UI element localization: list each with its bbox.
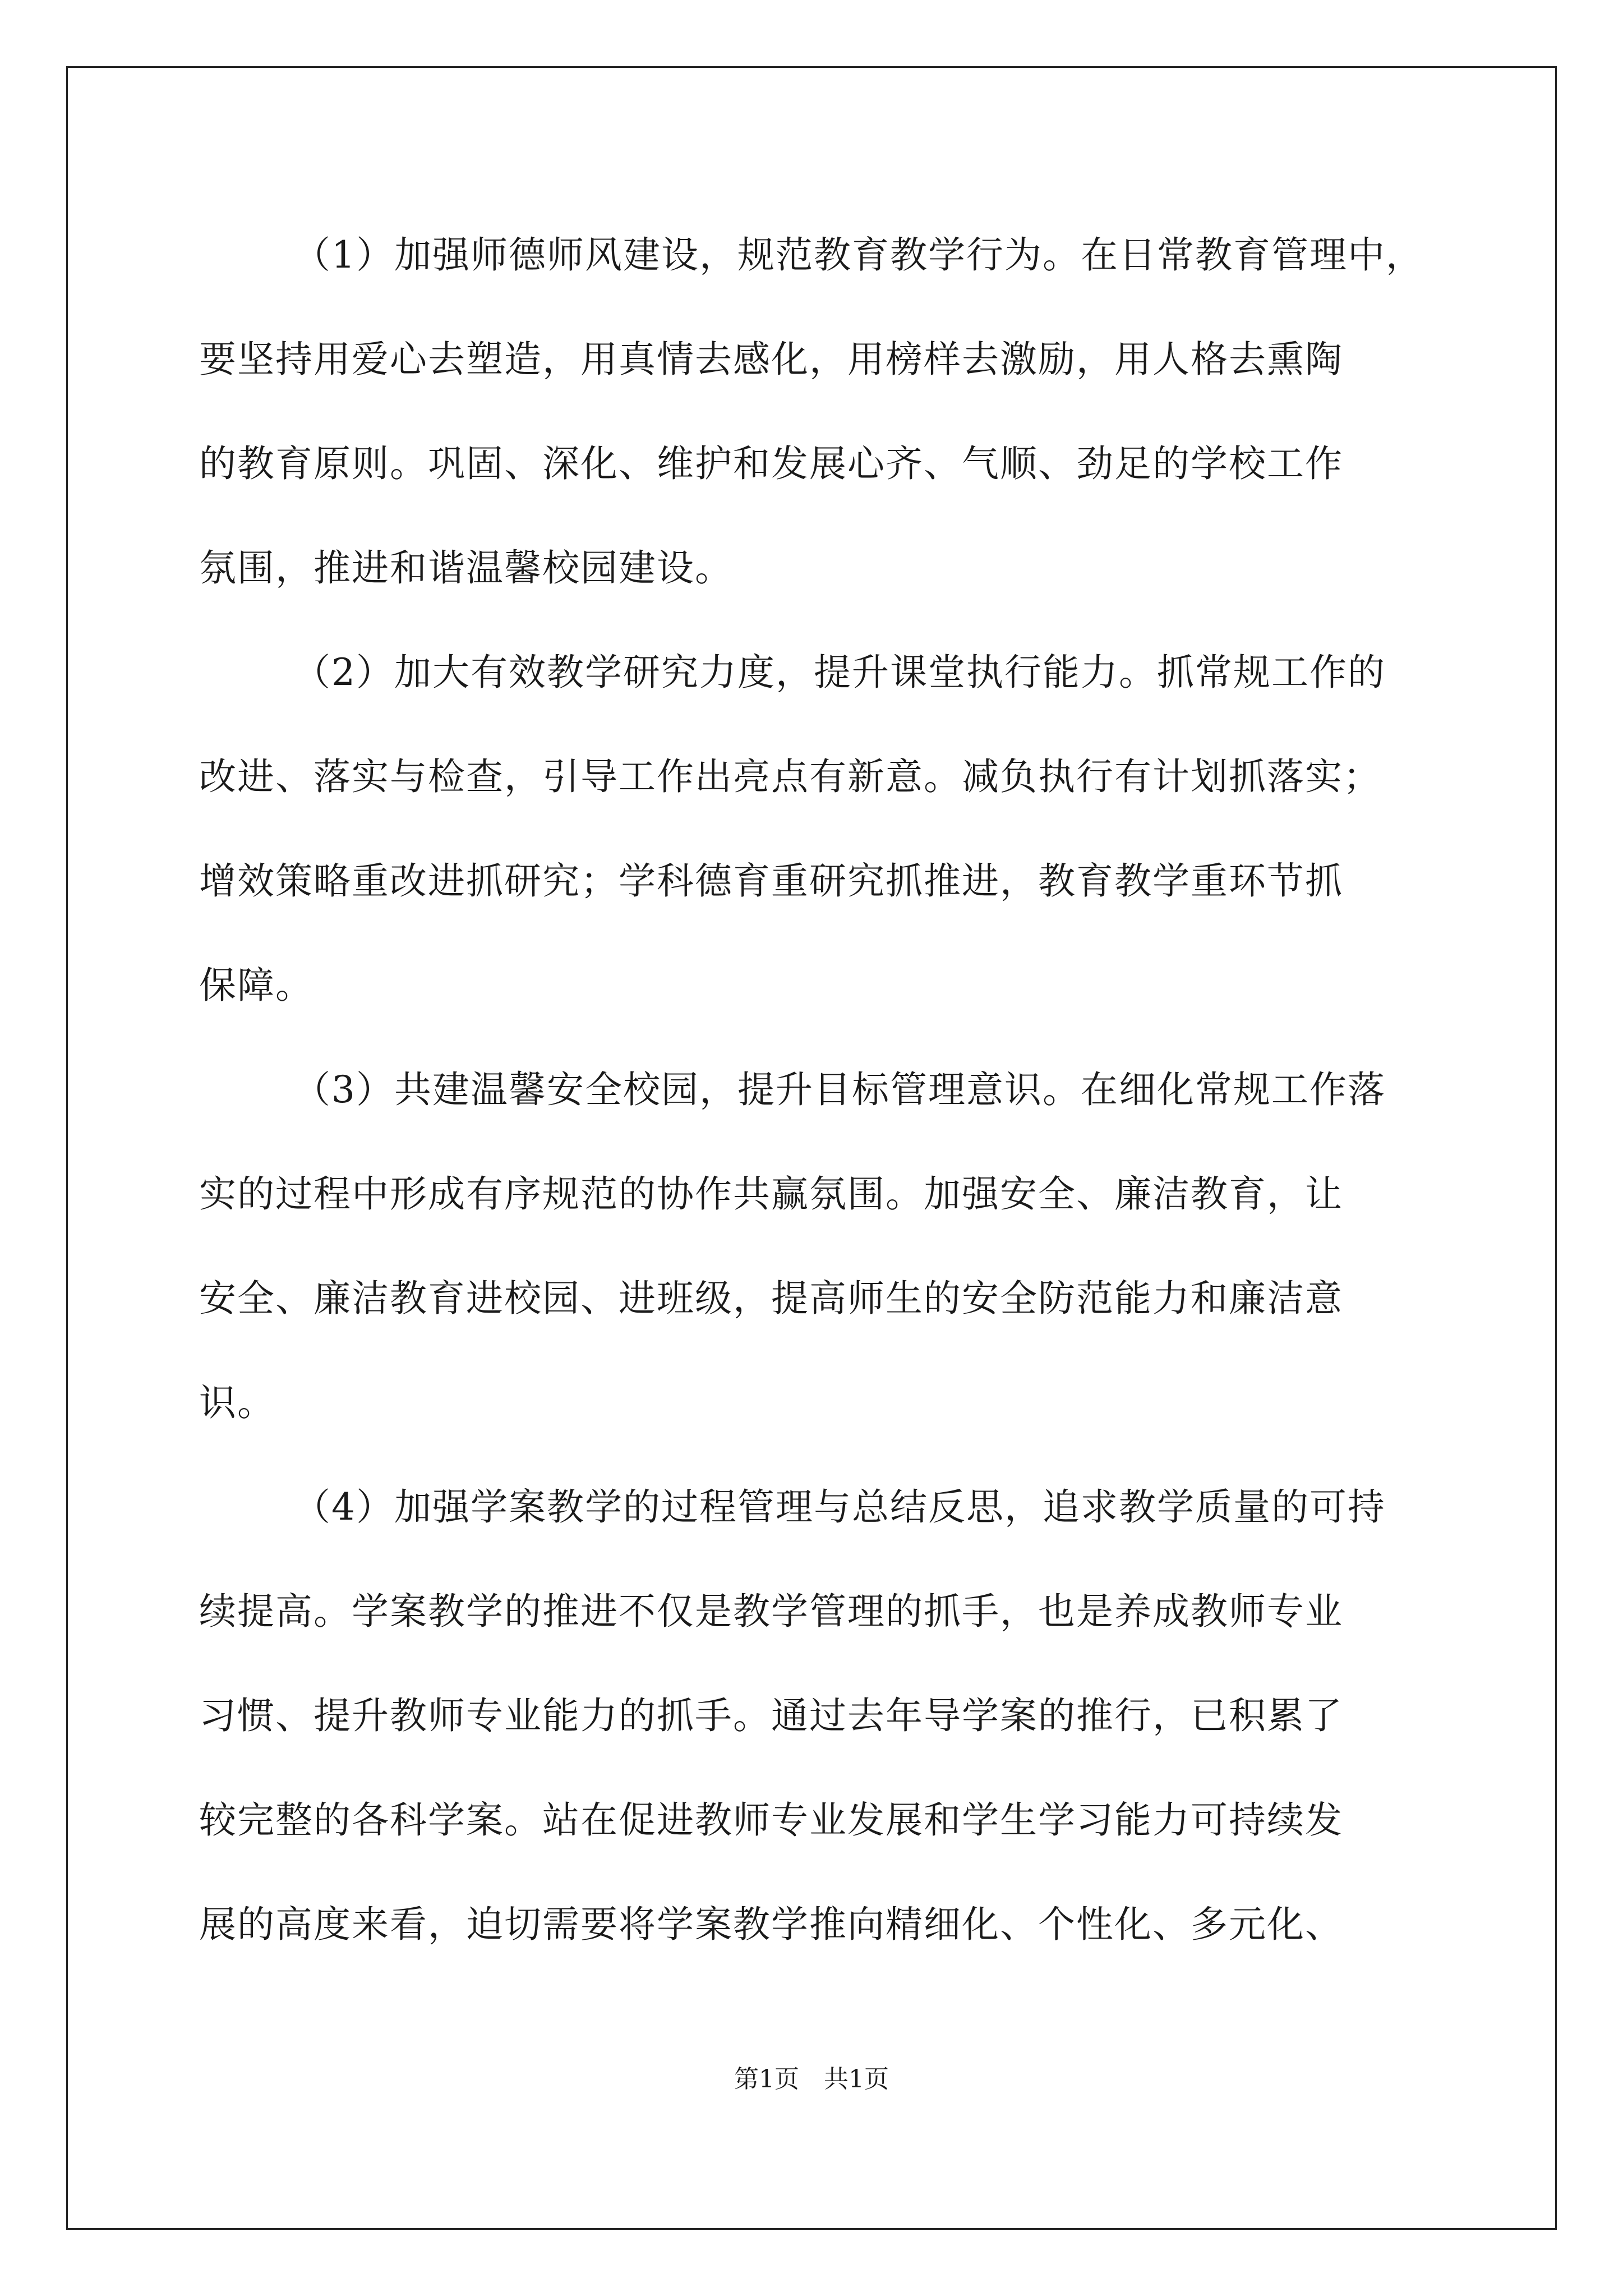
paragraph-4-line-5: 展的高度来看，迫切需要将学案教学推向精细化、个性化、多元化、 <box>199 1903 1343 1946</box>
paragraph-2-line-3: 增效策略重改进抓研究；学科德育重研究抓推进，教育教学重环节抓 <box>199 859 1343 903</box>
page-number-footer: 第1页 共1页 <box>734 2065 889 2093</box>
paragraph-3-line-2: 实的过程中形成有序规范的协作共赢氛围。加强安全、廉洁教育，让 <box>199 1172 1343 1216</box>
paragraph-2-line-2: 改进、落实与检查，引导工作出亮点有新意。减负执行有计划抓落实； <box>199 755 1381 798</box>
paragraph-1-line-1: （1）加强师德师风建设，规范教育教学行为。在日常教育管理中， <box>293 233 1424 277</box>
paragraph-3-line-4: 识。 <box>199 1381 275 1424</box>
paragraph-1-line-3: 的教育原则。巩固、深化、维护和发展心齐、气顺、劲足的学校工作 <box>199 442 1343 485</box>
document-body <box>199 203 1467 1977</box>
paragraph-4-line-2: 续提高。学案教学的推进不仅是教学管理的抓手，也是养成教师专业 <box>199 1590 1343 1633</box>
paragraph-4-line-1: （4）加强学案教学的过程管理与总结反思，追求教学质量的可持 <box>293 1485 1386 1529</box>
paragraph-1-line-4: 氛围，推进和谐温馨校园建设。 <box>199 546 733 590</box>
paragraph-3-line-3: 安全、廉洁教育进校园、进班级，提高师生的安全防范能力和廉洁意 <box>199 1277 1343 1320</box>
paragraph-3-line-1: （3）共建温馨安全校园，提升目标管理意识。在细化常规工作落 <box>293 1068 1386 1111</box>
paragraph-1-line-2: 要坚持用爱心去塑造，用真情去感化，用榜样去激励，用人格去熏陶 <box>199 338 1343 381</box>
paragraph-4-line-4: 较完整的各科学案。站在促进教师专业发展和学生学习能力可持续发 <box>199 1798 1343 1842</box>
paragraph-2-line-4: 保障。 <box>199 964 313 1007</box>
paragraph-4-line-3: 习惯、提升教师专业能力的抓手。通过去年导学案的推行，已积累了 <box>199 1694 1343 1737</box>
paragraph-2-line-1: （2）加大有效教学研究力度，提升课堂执行能力。抓常规工作的 <box>293 651 1386 694</box>
